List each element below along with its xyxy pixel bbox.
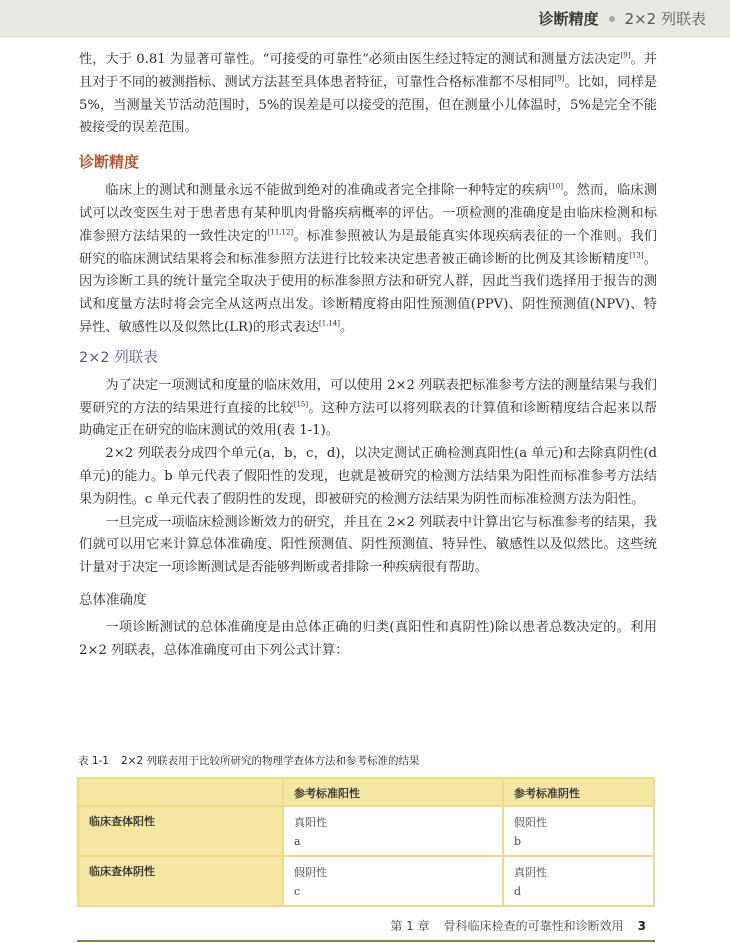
diagnostic-paragraph <box>79 180 657 340</box>
table-row-header: 临床查体阴性 <box>78 856 283 906</box>
citation: [9] <box>554 74 565 83</box>
heading-diagnostic-accuracy: 诊断精度 <box>79 153 140 172</box>
table-row <box>78 806 654 856</box>
table-row <box>78 856 654 906</box>
footer-chapter-title: 骨科临床检查的可靠性和诊断效用 <box>443 919 624 933</box>
citation: [1,14] <box>318 319 341 328</box>
table-cell <box>283 856 503 906</box>
heading-2x2-table: 2×2 列联表 <box>79 349 158 366</box>
intro-paragraph <box>79 49 657 140</box>
running-header-text <box>539 8 706 29</box>
table-row-header: 临床查体阳性 <box>78 806 283 856</box>
table-header-cell: 参考标准阳性 <box>283 778 503 806</box>
text-run: 。比如，同样是 5%，当测量关节活动范围时，5%的误差是可以接受的范围，但在测量小儿体温时，5%是完全不能被接受的误差范围。 <box>79 74 658 136</box>
text-run: 。因为诊断工具的统计量完全取决于使用的标准参照方法和研究人群，因此当我们选择用于报告的测试和度量方法时将会完全从这两点出发。诊断精度将由阳性预测值(PPV)、阴性预测值(NPV)、特异性、敏感性以及似然比(LR)的形式表达 <box>79 251 657 335</box>
text-run: 临床上的测试和测量永远不能做到绝对的准确或者完全排除一种特定的疾病 <box>105 183 549 199</box>
citation: [10] <box>548 182 563 191</box>
cell-label: 假阳性 <box>514 816 547 829</box>
table-cell <box>503 856 654 906</box>
table-header-corner <box>78 778 283 806</box>
cell-label: 真阳性 <box>294 816 327 829</box>
table-caption <box>78 753 420 768</box>
contingency-paragraph-2: 2×2 列联表分成四个单元(a，b，c，d)，以决定测试正确检测真阳性(a 单元)和去除真阴性(d 单元)的能力。b 单元代表了假阳性的发现，也就是被研究的检测方法结果为阳性而标准参考方法结果为阴性。c 单元代表了假阴性的发现，即被研究的检测方法结果为阴性而标准检测方法为阳性。 <box>79 446 657 507</box>
citation: [9] <box>620 51 631 60</box>
running-header <box>0 0 730 38</box>
cell-label: 真阴性 <box>514 866 547 879</box>
text-run: 。 <box>340 319 354 335</box>
cell-letter: d <box>514 885 522 898</box>
text-run: 。这种方法可以将列联表的计算值和诊断精度结合起来以帮助确定正在研究的临床测试的效用(表 1-1)。 <box>79 400 658 439</box>
text-run: 为了决定一项测试和度量的临床效用，可以使用 2×2 列联表把标准参考方法的测量结果与我们要研究的方法的结果进行直接的比较 <box>79 377 657 416</box>
running-header-section: 诊断精度 <box>538 10 599 28</box>
text-run: 。标准参照被认为是最能真实体现疾病表征的一个准则。我们研究的临床测试结果将会和标准参照方法进行比较来决定患者被正确诊断的比例及其诊断精度 <box>79 228 658 267</box>
heading-overall-accuracy: 总体准确度 <box>79 591 147 608</box>
table-header-row <box>78 778 654 806</box>
table-caption-number: 表 1-1 <box>78 755 109 767</box>
text-run: 。并且对于不同的被测指标、测试方法甚至具体患者特征，可靠性合格标准都不尽相同 <box>79 52 657 90</box>
contingency-paragraph-3: 一旦完成一项临床检测诊断效力的研究，并且在 2×2 列联表中计算出它与标准参考的结果，我们就可以用它来计算总体准确度、阳性预测值、阴性预测值、特异性、敏感性以及似然比。这些统计量对于决定一项诊断测试是否能够判断或者排除一种疾病很有帮助。 <box>79 514 657 576</box>
citation: [15] <box>293 400 309 409</box>
table-caption-text: 2×2 列联表用于比较所研究的物理学查体方法和参考标准的结果 <box>121 755 420 767</box>
overall-accuracy-paragraph: 一项诊断测试的总体准确度是由总体正确的归类(真阳性和真阴性)除以患者总数决定的。利用 2×2 列联表，总体准确度可由下列公式计算： <box>79 619 657 658</box>
cell-letter: a <box>294 835 301 848</box>
page-body <box>79 49 657 663</box>
citation: [13] <box>629 251 644 260</box>
bullet-dot-icon <box>609 16 615 22</box>
contingency-table <box>77 777 655 907</box>
table-cell <box>503 806 654 856</box>
cell-label: 假阴性 <box>294 866 327 879</box>
cell-letter: c <box>294 885 301 898</box>
footer-chapter: 第 1 章 <box>390 919 430 933</box>
table-cell <box>283 806 503 856</box>
text-run: 。然而，临床测试可以改变医生对于患者患有某种肌肉骨骼疾病概率的评估。一项检测的准确度是由临床检测和标准参照方法结果的一致性决定的 <box>79 183 658 244</box>
cell-letter: b <box>514 835 522 848</box>
page-number: 3 <box>637 919 646 933</box>
table-header-cell: 参考标准阴性 <box>503 778 654 806</box>
page-footer <box>390 917 646 934</box>
footer-rule <box>77 940 655 942</box>
running-header-subsection: 2×2 列联表 <box>624 10 706 28</box>
text-run: 性，大于 0.81 为显著可靠性。“可接受的可靠性”必须由医生经过特定的测试和测量方法决定 <box>79 52 621 67</box>
citation: [11,12] <box>267 228 294 237</box>
contingency-paragraph-1 <box>79 375 657 443</box>
